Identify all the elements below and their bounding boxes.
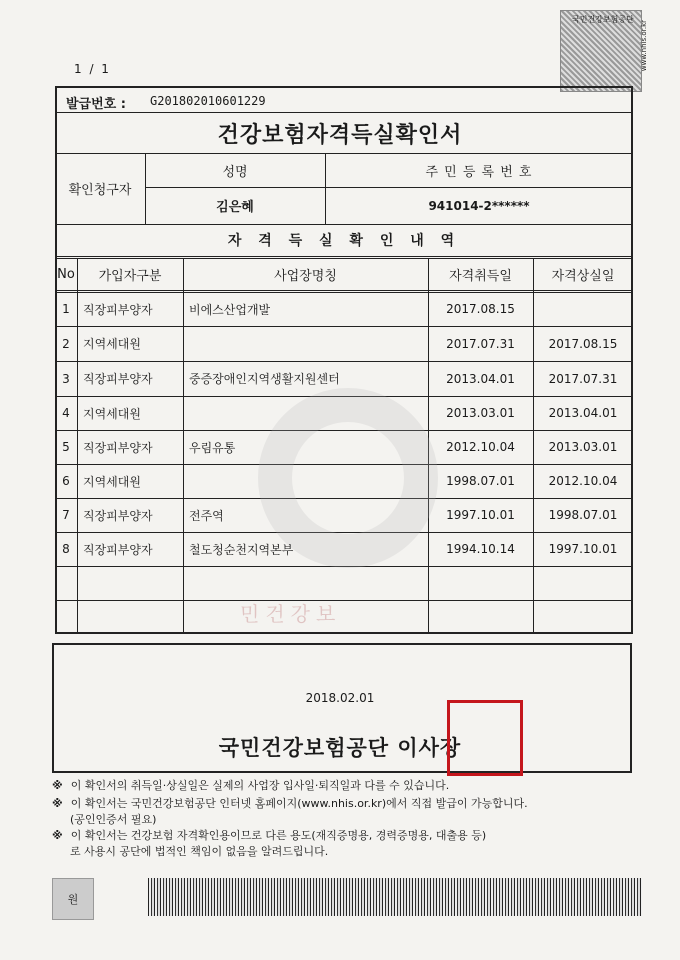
col-header-no: No — [57, 267, 75, 282]
row-workplace — [183, 464, 428, 498]
id-header: 주 민 등 록 번 호 — [425, 164, 533, 180]
row-no: 1 — [62, 302, 70, 316]
barcode — [148, 878, 642, 916]
row-lost: 2012.10.04 — [548, 474, 618, 488]
row-lost — [533, 292, 633, 326]
row-acquired: 1997.10.01 — [446, 508, 515, 522]
row-type: 직장피부양자 — [83, 440, 153, 455]
row-workplace: 비에스산업개발 — [189, 302, 271, 317]
section-title: 자 격 득 실 확 인 내 역 — [227, 233, 461, 249]
requester-name: 김은혜 — [216, 200, 254, 215]
row-workplace — [183, 326, 428, 361]
row-workplace — [183, 396, 428, 430]
row-lost: 2013.03.01 — [548, 440, 618, 454]
qr-url: www.nhis.or.kr — [640, 20, 648, 72]
document-title: 건강보험자격득실확인서 — [217, 123, 463, 148]
page-number: 1 / 1 — [74, 62, 111, 76]
official-seal — [447, 700, 523, 776]
divider — [55, 256, 633, 257]
note-line: ※ 이 확인서의 취득일·상실일은 실제의 사업장 입사일·퇴직일과 다를 수 있습니다. — [52, 779, 450, 792]
issue-number: G201802010601229 — [150, 94, 266, 108]
note-line: ※ 이 확인서는 국민건강보험공단 인터넷 홈페이지(www.nhis.or.kr)에서 직접 발급이 가능합니다. — [52, 797, 528, 810]
note-line: (공인인증서 필요) — [70, 813, 157, 826]
row-no: 7 — [62, 508, 70, 522]
row-acquired: 2012.10.04 — [446, 440, 515, 454]
col-header-acquired: 자격취득일 — [449, 269, 512, 284]
row-type: 지역세대원 — [83, 474, 141, 489]
row-type: 지역세대원 — [83, 406, 141, 421]
note-line: ※ 이 확인서는 건강보험 자격확인용이므로 다른 용도(재직증명용, 경력증명용, 대출용 등) — [52, 829, 487, 842]
issue-date: 2018.02.01 — [305, 691, 375, 705]
row-acquired: 2013.03.01 — [446, 406, 515, 420]
name-header: 성명 — [222, 164, 248, 180]
row-lost: 2017.07.31 — [548, 371, 618, 386]
watermark-text: 민건강보 — [240, 602, 342, 626]
small-stamp: 원 — [52, 878, 94, 920]
issuer-name: 국민건강보험공단 이사장 — [218, 736, 462, 760]
row-workplace: 중증장애인지역생활지원센터 — [189, 372, 340, 386]
row-acquired: 2013.04.01 — [446, 371, 515, 386]
row-acquired: 1998.07.01 — [446, 474, 515, 488]
col-header-type: 가입자구분 — [98, 269, 162, 284]
requester-label: 확인청구자 — [68, 183, 132, 198]
row-workplace: 우림유통 — [189, 440, 236, 455]
col-header-workplace: 사업장명칭 — [274, 269, 337, 284]
row-lost: 1998.07.01 — [548, 508, 618, 522]
row-no: 8 — [62, 542, 70, 556]
divider — [55, 224, 633, 225]
issue-number-label: 발급번호 : — [66, 97, 126, 112]
row-acquired: 1994.10.14 — [446, 542, 515, 556]
row-workplace: 철도청순천지역본부 — [189, 542, 294, 557]
row-lost: 2013.04.01 — [548, 406, 618, 420]
row-divider — [55, 600, 633, 601]
row-acquired: 2017.08.15 — [446, 302, 515, 316]
row-type: 직장피부양자 — [83, 302, 153, 317]
row-type: 직장피부양자 — [83, 542, 153, 557]
qr-label: 국민건강보험공단 — [572, 15, 634, 24]
row-no: 3 — [62, 371, 70, 386]
divider — [55, 112, 633, 113]
row-acquired: 2017.07.31 — [446, 336, 515, 351]
row-no: 2 — [62, 336, 70, 351]
row-lost: 1997.10.01 — [548, 542, 618, 556]
row-type: 직장피부양자 — [83, 508, 153, 523]
row-type: 직장피부양자 — [83, 372, 153, 386]
row-workplace: 전주역 — [189, 508, 224, 523]
note-line: 로 사용시 공단에 법적인 책임이 없음을 알려드립니다. — [70, 845, 329, 858]
row-no: 6 — [62, 474, 70, 488]
row-no: 5 — [62, 440, 70, 454]
requester-id: 941014-2****** — [428, 198, 530, 213]
row-type: 지역세대원 — [83, 337, 141, 351]
row-no: 4 — [62, 406, 70, 420]
row-lost: 2017.08.15 — [548, 336, 618, 351]
col-header-lost: 자격상실일 — [551, 269, 615, 284]
